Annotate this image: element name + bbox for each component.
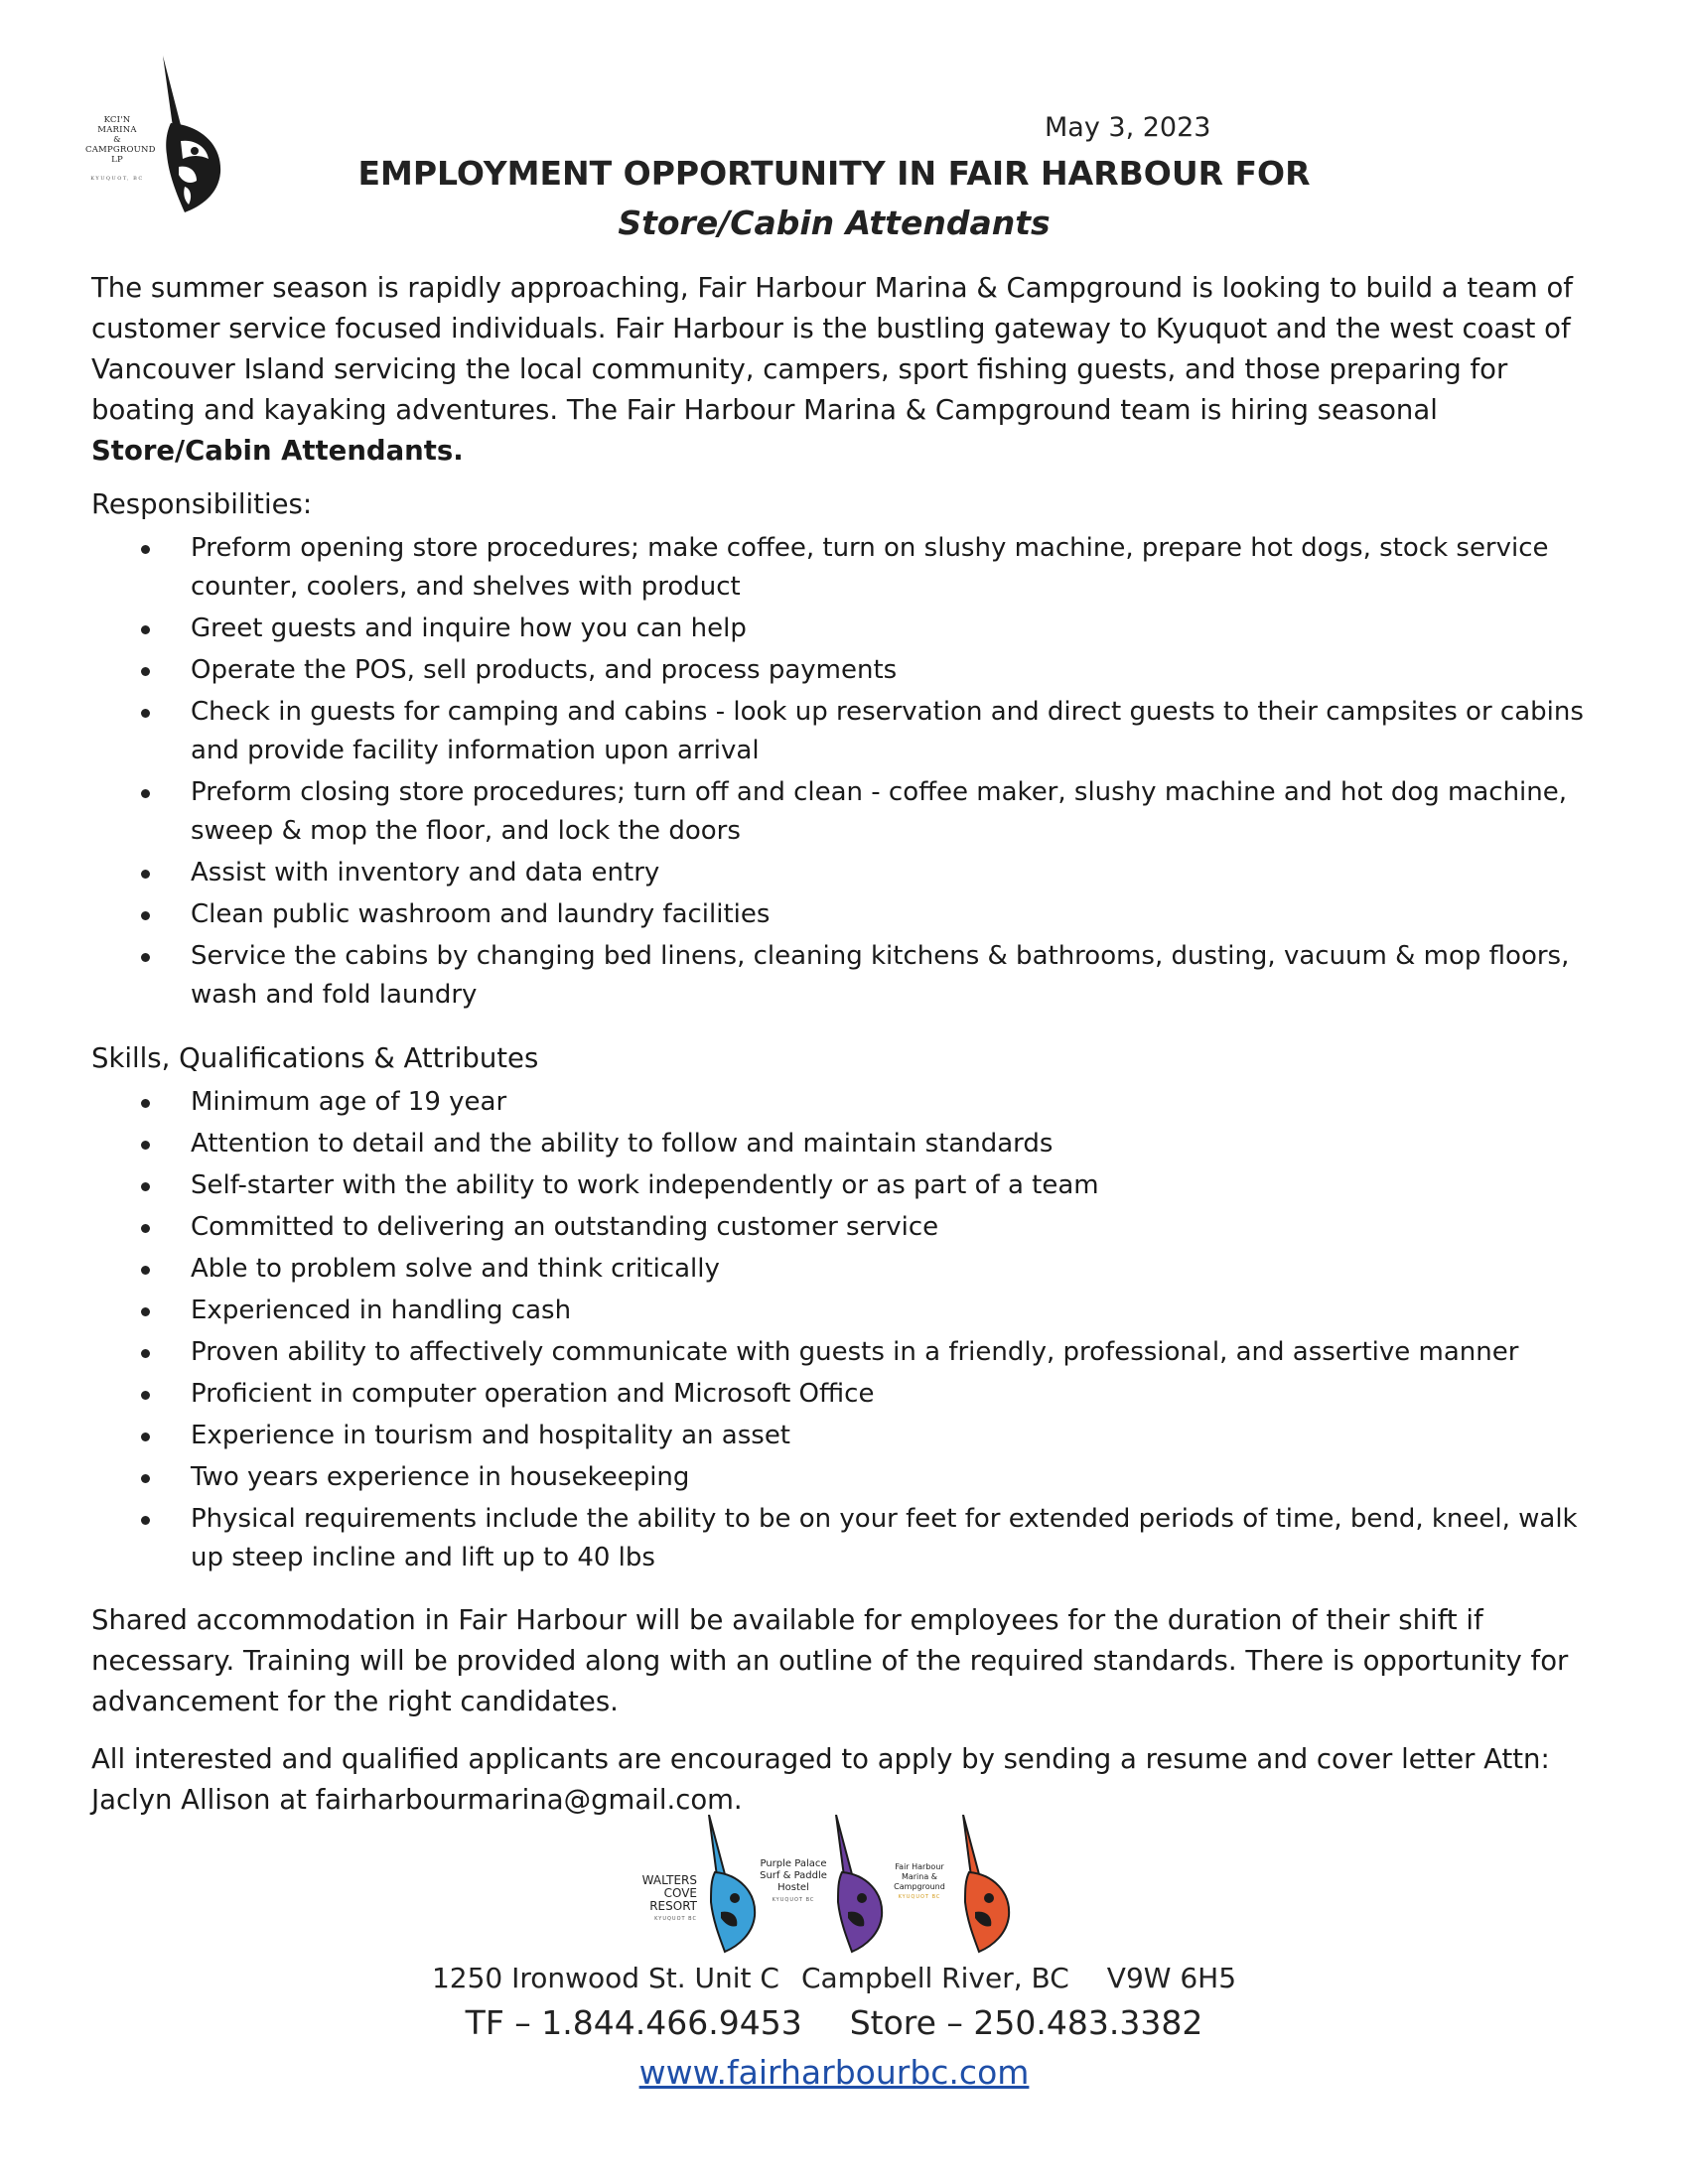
- job-title: Store/Cabin Attendants: [618, 204, 1051, 242]
- toll-free-phone: TF – 1.844.466.9453: [465, 2003, 802, 2042]
- footer-phones: [298, 2003, 1370, 2042]
- list-item: Minimum age of 19 year: [91, 1083, 1601, 1122]
- list-item: Clean public washroom and laundry facilities: [91, 895, 1601, 934]
- intro-paragraph: [91, 268, 1601, 472]
- skills-list: [91, 1083, 1601, 1580]
- skills-heading: Skills, Qualifications & Attributes: [91, 1042, 539, 1074]
- purple-palace-wordmark: Purple Palace Surf & Paddle Hostel KYUQUOT BC: [760, 1858, 827, 1903]
- fair-harbour-wordmark: Fair Harbour Marina & Campground KYUQUOT BC: [894, 1862, 945, 1900]
- purple-palace-orca-icon: [828, 1815, 888, 1954]
- footer-website: [298, 2053, 1370, 2092]
- street-address: 1250 Ironwood St. Unit C: [431, 1962, 779, 1994]
- list-item: Greet guests and inquire how you can help: [91, 610, 1601, 648]
- list-item: Operate the POS, sell products, and process payments: [91, 651, 1601, 690]
- store-phone: Store – 250.483.3382: [849, 2003, 1203, 2042]
- logo-wordmark: KCI'N MARINA & CAMPGROUND LP KYUQUOT, BC: [85, 115, 156, 182]
- list-item: Assist with inventory and data entry: [91, 854, 1601, 892]
- footer-address: [298, 1962, 1370, 1994]
- responsibilities-list: [91, 529, 1601, 1018]
- partner-logos: [626, 1815, 1043, 1954]
- responsibilities-heading: Responsibilities:: [91, 488, 313, 520]
- list-item: Two years experience in housekeeping: [91, 1458, 1601, 1497]
- walters-cove-orca-icon: [701, 1815, 761, 1954]
- list-item: Experienced in handling cash: [91, 1292, 1601, 1330]
- accommodation-paragraph: Shared accommodation in Fair Harbour will be available for employees for the duration of their shift if necessary. Training will be provided along with an outline of the required standards. There is opportunity for advancement for the right candidates.: [91, 1604, 1569, 1717]
- list-item: Attention to detail and the ability to follow and maintain standards: [91, 1125, 1601, 1163]
- list-item: Committed to delivering an outstanding customer service: [91, 1208, 1601, 1247]
- list-item: Experience in tourism and hospitality an asset: [91, 1417, 1601, 1455]
- list-item: Proficient in computer operation and Microsoft Office: [91, 1375, 1601, 1414]
- list-item: Preform closing store procedures; turn off and clean - coffee maker, slushy machine and hot dog machine, sweep & mop the floor, and lock the doors: [91, 773, 1601, 851]
- apply-paragraph: All interested and qualified applicants are encouraged to apply by sending a resume and cover letter Attn: Jaclyn Allison at fairharbourmarina@gmail.com.: [91, 1743, 1550, 1816]
- city: Campbell River, BC: [800, 1962, 1069, 1994]
- fair-harbour-orca-icon: [955, 1815, 1015, 1954]
- website-link[interactable]: www.fairharbourbc.com: [638, 2053, 1030, 2092]
- postal-code: V9W 6H5: [1106, 1962, 1237, 1994]
- list-item: Service the cabins by changing bed linens, cleaning kitchens & bathrooms, dusting, vacuum & mop floors, wash and fold laundry: [91, 937, 1601, 1015]
- orca-icon: [151, 56, 230, 214]
- page-title: EMPLOYMENT OPPORTUNITY IN FAIR HARBOUR FOR: [357, 154, 1311, 193]
- list-item: Physical requirements include the ability to be on your feet for extended periods of time, bend, kneel, walk up steep incline and lift up to 40 lbs: [91, 1500, 1601, 1577]
- document-date: May 3, 2023: [1045, 112, 1211, 143]
- intro-text: The summer season is rapidly approaching, Fair Harbour Marina & Campground is looking to build a team of customer service focused individuals. Fair Harbour is the bustling gateway to Kyuquot and the west coast of Vancouver Island servicing the local community, campers, sport fishing guests, and those preparing for boating and kayaking adventures. The Fair Harbour Marina & Campground team is hiring seasonal: [91, 272, 1573, 426]
- list-item: Preform opening store procedures; make coffee, turn on slushy machine, prepare hot dogs, stock service counter, coolers, and shelves with product: [91, 529, 1601, 607]
- list-item: Able to problem solve and think critically: [91, 1250, 1601, 1289]
- list-item: Check in guests for camping and cabins - look up reservation and direct guests to their campsites or cabins and provide facility information upon arrival: [91, 693, 1601, 770]
- list-item: Self-starter with the ability to work independently or as part of a team: [91, 1166, 1601, 1205]
- company-logo: [85, 56, 244, 214]
- intro-bold-text: Store/Cabin Attendants.: [91, 435, 464, 467]
- list-item: Proven ability to affectively communicate with guests in a friendly, professional, and assertive manner: [91, 1333, 1601, 1372]
- walters-cove-wordmark: WALTERS COVE RESORT KYUQUOT BC: [641, 1873, 697, 1922]
